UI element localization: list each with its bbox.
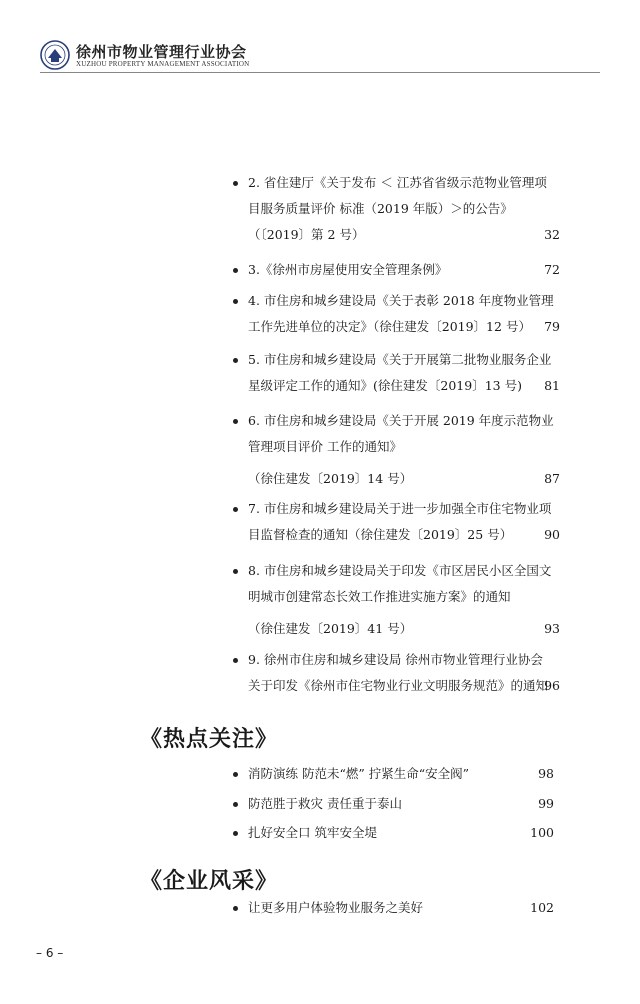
org-name-cn: 徐州市物业管理行业协会 <box>76 43 247 61</box>
toc-entry-line: 扎好安全口 筑牢安全堤 <box>248 825 377 840</box>
bullet-icon <box>233 569 238 574</box>
bullet-icon <box>233 419 238 424</box>
toc-entry-line: （徐住建发〔2019〕14 号） <box>248 471 413 486</box>
toc-entry-line: 星级评定工作的通知》(徐住建发〔2019〕13 号) <box>248 378 522 393</box>
toc-page-number: 79 <box>544 319 560 334</box>
toc-entry-line: 7. 市住房和城乡建设局关于进一步加强全市住宅物业项 <box>248 501 552 516</box>
toc-entry[interactable] <box>248 347 560 399</box>
toc-entry[interactable] <box>248 895 560 921</box>
toc-page-number: 96 <box>544 678 560 693</box>
toc-entry[interactable] <box>248 496 560 548</box>
toc-page-number: 32 <box>544 227 560 242</box>
bullet-icon <box>233 772 238 777</box>
toc-entry-line: （徐住建发〔2019〕41 号） <box>248 621 413 636</box>
page-header <box>40 40 600 72</box>
toc-entry[interactable] <box>248 558 560 642</box>
page-number: – 6 – <box>36 946 64 960</box>
toc-entry-line: 8. 市住房和城乡建设局关于印发《市区居民小区全国文 <box>248 563 552 578</box>
toc-entry-line: 4. 市住房和城乡建设局《关于表彰 2018 年度物业管理 <box>248 293 554 308</box>
toc-entry[interactable] <box>248 170 560 248</box>
toc-page-number: 100 <box>530 825 554 840</box>
bullet-icon <box>233 831 238 836</box>
toc-entry-line: 6. 市住房和城乡建设局《关于开展 2019 年度示范物业 <box>248 413 554 428</box>
bullet-icon <box>233 658 238 663</box>
toc-page-number: 90 <box>544 527 560 542</box>
toc-entry[interactable] <box>248 408 560 492</box>
bullet-icon <box>233 507 238 512</box>
toc-entry-line: 明城市创建常态长效工作推进实施方案》的通知 <box>248 589 511 604</box>
toc-entry[interactable] <box>248 820 560 846</box>
toc-entry-line: 消防演练 防范未“燃” 拧紧生命“安全阀” <box>248 766 470 781</box>
toc-entry-line: 防范胜于救灾 责任重于泰山 <box>248 796 402 811</box>
toc-entry-line: 关于印发《徐州市住宅物业行业文明服务规范》的通知 <box>248 678 549 693</box>
toc-entry-line: 目服务质量评价 标准（2019 年版）＞的公告》 <box>248 201 513 216</box>
toc-entry-line: 目监督检查的通知（徐住建发〔2019〕25 号） <box>248 527 513 542</box>
bullet-icon <box>233 299 238 304</box>
toc-entry-line: 工作先进单位的决定》（徐住建发〔2019〕12 号） <box>248 319 531 334</box>
toc-page-number: 99 <box>538 796 554 811</box>
toc-page-number: 72 <box>544 262 560 277</box>
association-emblem-icon <box>40 40 70 70</box>
toc-entry[interactable] <box>248 647 560 699</box>
toc-page-number: 87 <box>544 471 560 486</box>
toc-page-number: 102 <box>530 900 554 915</box>
toc-entry-line: 让更多用户体验物业服务之美好 <box>248 900 424 915</box>
toc-entry-line: （〔2019〕第 2 号） <box>248 227 365 242</box>
toc-entry-line: 管理项目评价 工作的通知》 <box>248 439 402 454</box>
toc-entry[interactable] <box>248 288 560 340</box>
section-title-hot: 《热点关注》 <box>140 726 279 752</box>
bullet-icon <box>233 268 238 273</box>
toc-page-number: 98 <box>538 766 554 781</box>
bullet-icon <box>233 906 238 911</box>
bullet-icon <box>233 181 238 186</box>
section-title-corp: 《企业风采》 <box>140 868 279 894</box>
toc-entry[interactable] <box>248 257 560 283</box>
org-name-en: XUZHOU PROPERTY MANAGEMENT ASSOCIATION <box>76 60 250 68</box>
toc-page-number: 81 <box>544 378 560 393</box>
toc-entry[interactable] <box>248 791 560 817</box>
header-divider <box>40 72 600 73</box>
toc-entry-line: 9. 徐州市住房和城乡建设局 徐州市物业管理行业协会 <box>248 652 543 667</box>
toc-entry-line: 2. 省住建厅《关于发布 ＜ 江苏省省级示范物业管理项 <box>248 175 547 190</box>
bullet-icon <box>233 802 238 807</box>
toc-entry[interactable] <box>248 761 560 787</box>
toc-entry-line: 3.《徐州市房屋使用安全管理条例》 <box>248 262 448 277</box>
bullet-icon <box>233 358 238 363</box>
toc-entry-line: 5. 市住房和城乡建设局《关于开展第二批物业服务企业 <box>248 352 552 367</box>
toc-page-number: 93 <box>544 621 560 636</box>
